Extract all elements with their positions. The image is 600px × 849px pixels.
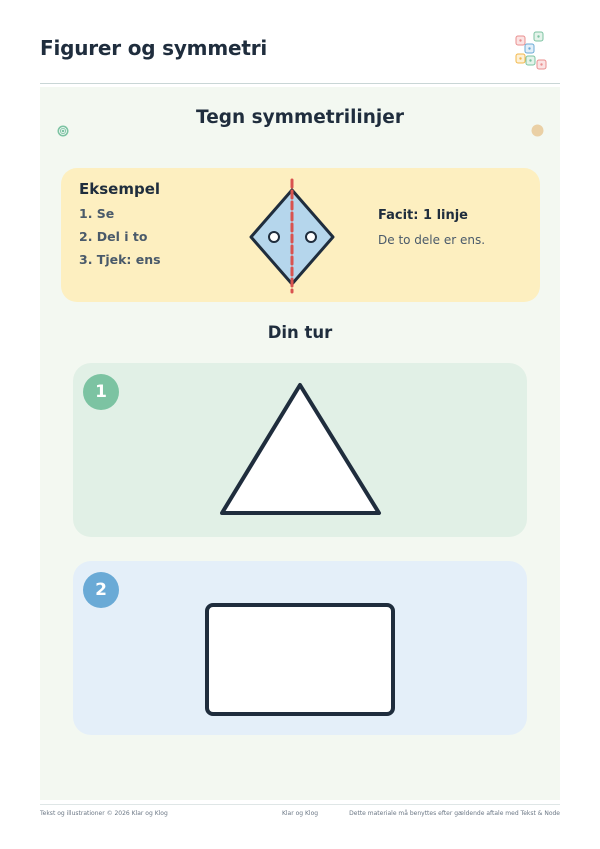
task-card-triangle[interactable] [73, 363, 527, 537]
example-step: 3. Tjek: ens [79, 252, 161, 267]
worksheet [40, 87, 560, 800]
example-box [61, 168, 540, 302]
worksheet-title: Tegn symmetrilinjer [196, 107, 404, 128]
kite-with-symmetry-line-icon [244, 174, 340, 296]
task-number-badge: 1 [83, 374, 119, 410]
kite-eye-right [306, 232, 316, 242]
footer-copyright: Tekst og illustrationer © 2026 Klar og Klog [40, 810, 168, 817]
task-card-rectangle[interactable] [73, 561, 527, 735]
example-step: 2. Del i to [79, 229, 148, 244]
kite-eye-left [269, 232, 279, 242]
your-turn-title: Din tur [267, 323, 333, 342]
page-title: Figurer og symmetri [40, 36, 268, 60]
example-heading: Eksempel [79, 180, 161, 198]
answer-text: De to dele er ens. [378, 233, 486, 247]
footer-license: Dette materiale må benyttes efter gældende aftale med Tekst & Node [349, 810, 560, 817]
footer-brand: Klar og Klog [281, 810, 319, 817]
answer-title: Facit: 1 linje [378, 208, 469, 223]
example-step: 1. Se [79, 206, 115, 221]
triangle-shape[interactable] [73, 363, 527, 537]
page-header [40, 34, 560, 74]
rectangle-shape[interactable] [73, 561, 527, 735]
task-number-badge: 2 [83, 572, 119, 608]
example-steps [79, 206, 161, 275]
header-divider [40, 83, 560, 84]
footer-divider [40, 804, 560, 805]
klar-og-klog-logo-icon [510, 28, 554, 72]
